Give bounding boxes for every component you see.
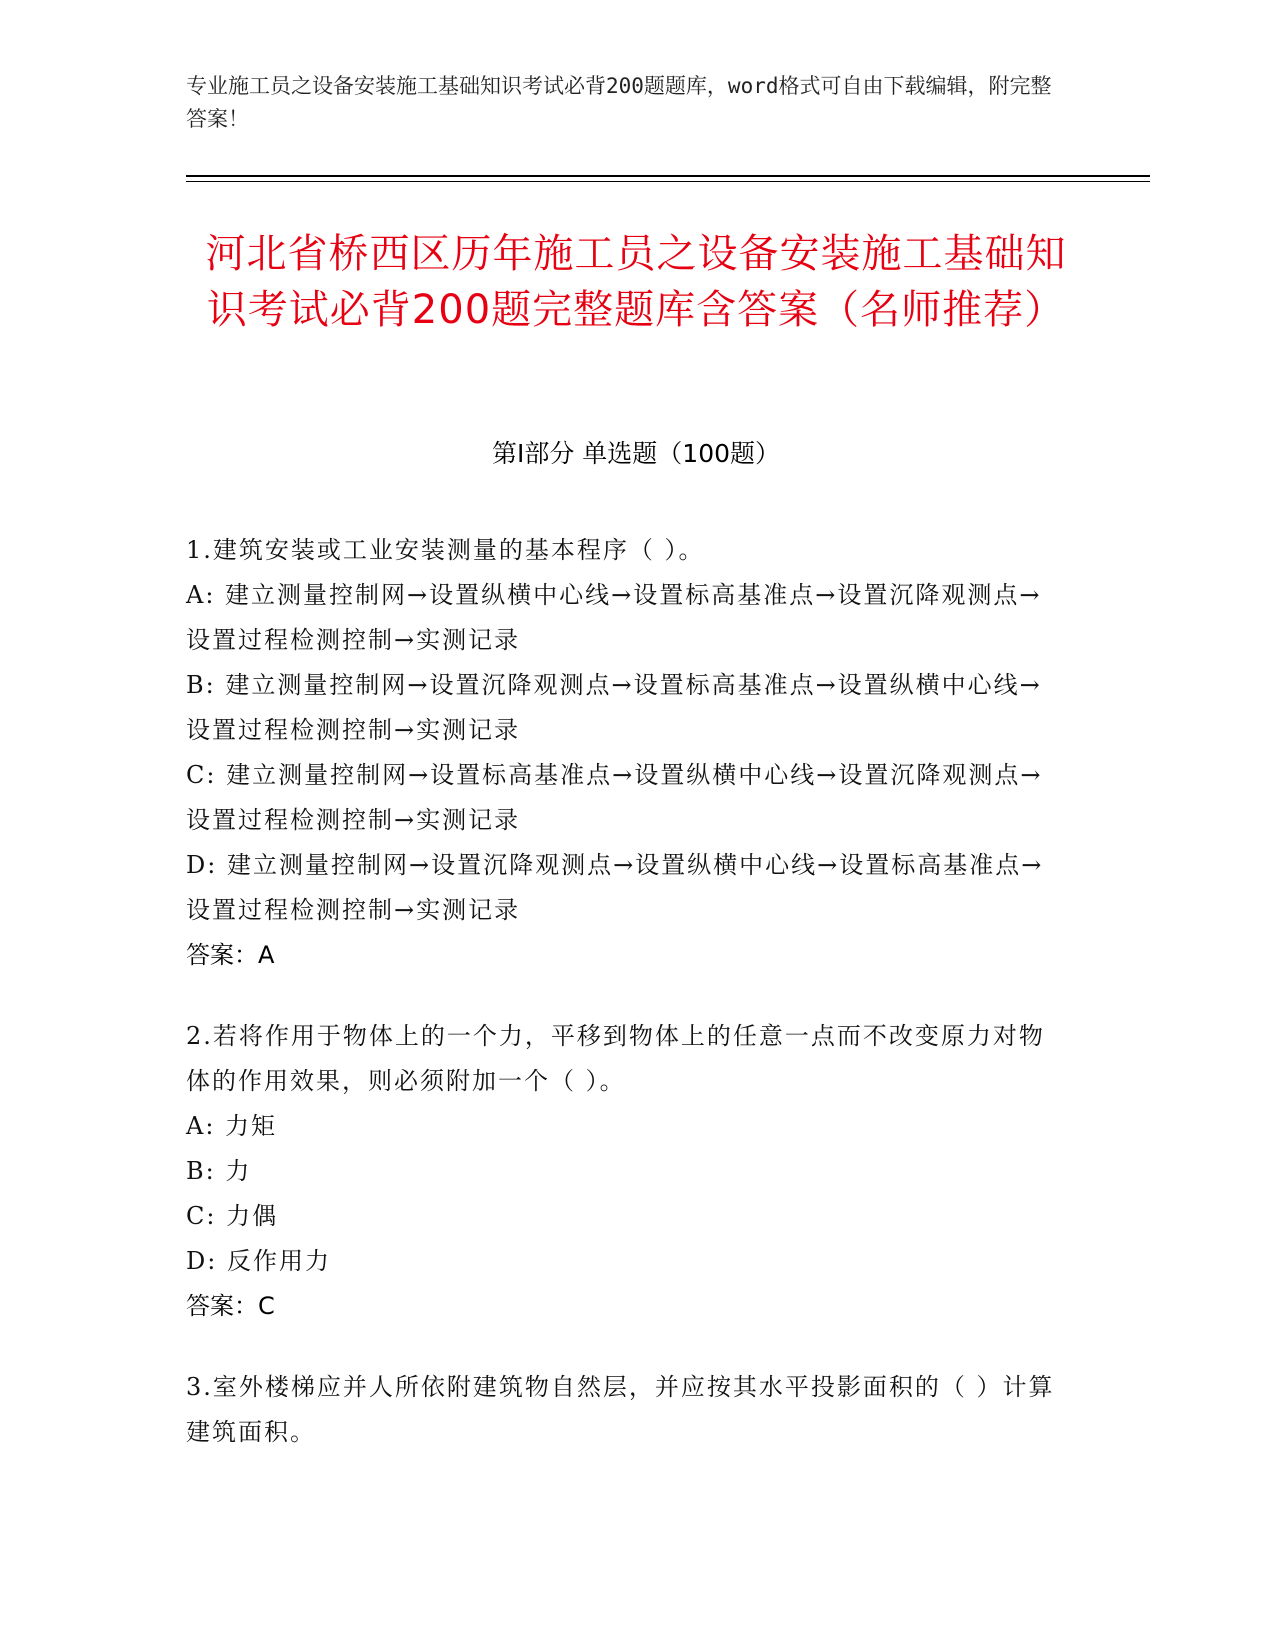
answer-text: 答案：C <box>186 1292 275 1320</box>
document-title: 河北省桥西区历年施工员之设备安装施工基础知识考试必背200题完整题库含答案（名师推荐） <box>205 231 1067 333</box>
question-3 <box>186 1365 1066 1455</box>
option-c: C: 建立测量控制网→设置标高基准点→设置纵横中心线→设置沉降观测点→设置过程检测控制→实测记录 <box>186 761 1043 834</box>
option-b: B: 建立测量控制网→设置沉降观测点→设置标高基准点→设置纵横中心线→设置过程检测控制→实测记录 <box>186 671 1042 744</box>
question-1 <box>186 528 1066 978</box>
option-b: B: 力 <box>186 1157 252 1185</box>
question-list <box>186 528 1066 1491</box>
header-divider-thick <box>186 175 1150 177</box>
question-stem: 2.若将作用于物体上的一个力，平移到物体上的任意一点而不改变原力对物体的作用效果，则必须附加一个（ ）。 <box>186 1022 1045 1095</box>
option-d: D: 建立测量控制网→设置沉降观测点→设置纵横中心线→设置标高基准点→设置过程检测控制→实测记录 <box>186 851 1044 924</box>
question-stem: 3.室外楼梯应并人所依附建筑物自然层，并应按其水平投影面积的（ ）计算建筑面积。 <box>186 1373 1055 1446</box>
header-divider-thin <box>186 181 1150 182</box>
option-a: A: 建立测量控制网→设置纵横中心线→设置标高基准点→设置沉降观测点→设置过程检测控制→实测记录 <box>186 581 1042 654</box>
section-title: 第Ⅰ部分 单选题（100题） <box>491 439 781 468</box>
option-d: D: 反作用力 <box>186 1247 331 1275</box>
option-a: A: 力矩 <box>186 1112 278 1140</box>
option-c: C: 力偶 <box>186 1202 279 1230</box>
question-2 <box>186 1014 1066 1329</box>
question-stem: 1.建筑安装或工业安装测量的基本程序（ ）。 <box>186 536 705 564</box>
answer-text: 答案：A <box>186 941 275 969</box>
header-note: 专业施工员之设备安装施工基础知识考试必背200题题库，word格式可自由下载编辑，附完整答案！ <box>186 74 1052 131</box>
